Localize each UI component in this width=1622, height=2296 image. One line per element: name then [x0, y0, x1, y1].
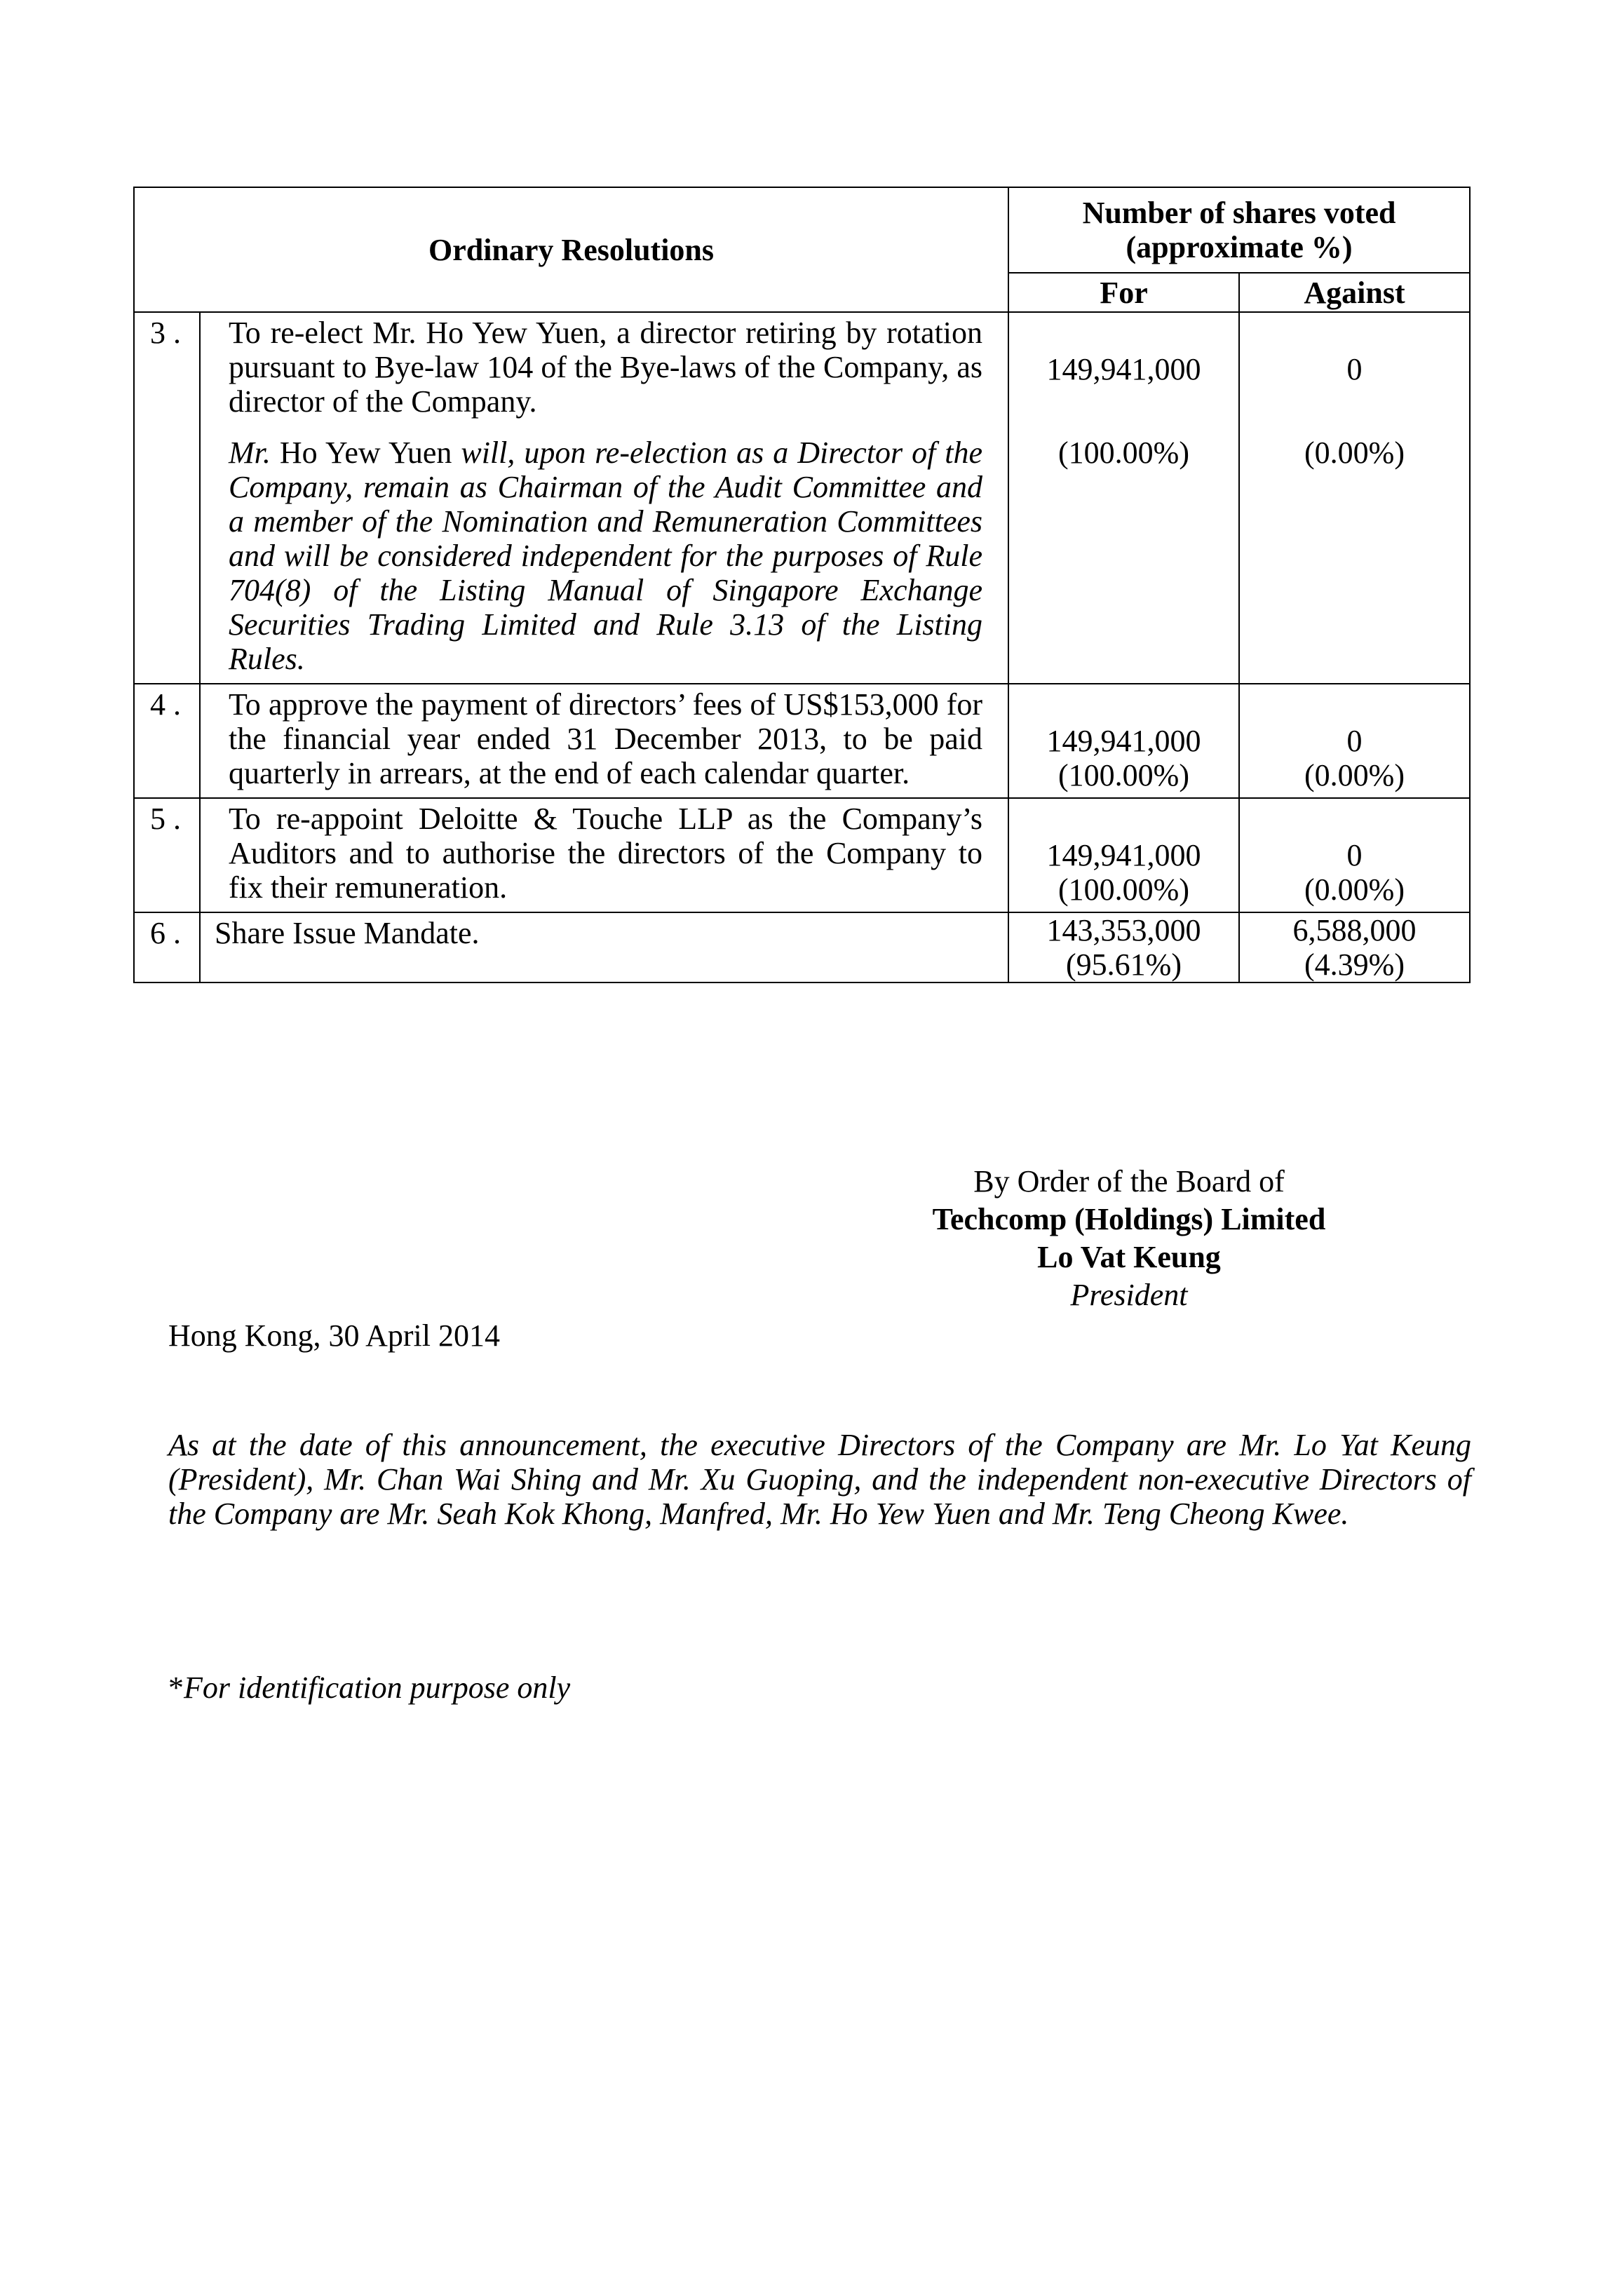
- for-cell: [1008, 312, 1239, 684]
- resolution-number: 6 .: [134, 912, 200, 982]
- resolution-text: To re-appoint Deloitte & Touche LLP as the Company’s Auditors and to authorise the directors of the Company to fix their remuneration.: [229, 802, 983, 905]
- for-count: 149,941,000: [1046, 724, 1201, 758]
- for-percent: (100.00%): [1058, 758, 1189, 792]
- header-for: For: [1008, 273, 1239, 312]
- resolution-note: [229, 435, 982, 676]
- against-percent: (4.39%): [1304, 947, 1405, 982]
- resolution-note-name: Ho Yew Yuen: [270, 435, 461, 470]
- resolution-note-prefix: Mr.: [229, 435, 271, 470]
- against-cell: [1239, 684, 1470, 798]
- against-count: 0: [1346, 352, 1363, 386]
- against-count: 0: [1346, 838, 1363, 872]
- directors-note: As at the date of this announcement, the executive Directors of the Company are Mr. Lo Yat Keung (President), Mr. Chan Wai Shing and Mr. Xu Guoping, and the independent non-executive Directors of the Company are Mr. Seah Kok Khong, Manfred, Mr. Ho Yew Yuen and Mr. Teng Cheong Kwee.: [168, 1428, 1471, 1531]
- header-ordinary-resolutions: Ordinary Resolutions: [134, 187, 1008, 312]
- identification-text: For identification purpose only: [184, 1670, 571, 1705]
- for-percent: (95.61%): [1066, 947, 1182, 982]
- for-cell: [1008, 684, 1239, 798]
- signature-company: Techcomp (Holdings) Limited: [932, 1202, 1326, 1236]
- header-votes: [1008, 187, 1470, 273]
- header-votes-line1: Number of shares voted: [1082, 196, 1396, 230]
- resolution-text-cell: [200, 684, 1008, 798]
- resolution-text: To approve the payment of directors’ fees of US$153,000 for the financial year ended 31 December 2013, to be paid quarterly in arrears, at the end of each calendar quarter.: [229, 687, 983, 790]
- resolution-text: Share Issue Mandate.: [215, 916, 480, 950]
- for-count: 149,941,000: [1046, 838, 1201, 872]
- resolution-text: To re-elect Mr. Ho Yew Yuen, a director retiring by rotation pursuant to Bye-law 104 of the Bye-laws of the Company, as director of the Company.: [229, 316, 983, 419]
- signature-name: Lo Vat Keung: [1037, 1240, 1221, 1274]
- resolution-number: 4 .: [134, 684, 200, 798]
- for-percent: (100.00%): [1058, 435, 1189, 470]
- for-cell: [1008, 912, 1239, 982]
- against-percent: (0.00%): [1304, 758, 1405, 792]
- resolution-note-rest: will, upon re-election as a Director of the Company, remain as Chairman of the Audit Committee and a member of the Nomination and Remuneration Committees and will be considered independent for the purposes of Rule 704(8) of the Listing Manual of Singapore Exchange Securities Trading Limited and Rule 3.13 of the Listing Rules.: [229, 435, 983, 676]
- against-percent: (0.00%): [1304, 872, 1405, 907]
- against-cell: [1239, 312, 1470, 684]
- for-count: 143,353,000: [1046, 913, 1201, 947]
- table-row: [134, 312, 1470, 684]
- resolution-number: 3 .: [134, 312, 200, 684]
- identification-asterisk: *: [168, 1670, 184, 1705]
- against-count: 0: [1346, 724, 1363, 758]
- signature-title: President: [1070, 1278, 1188, 1312]
- table-header-row: [134, 187, 1470, 273]
- header-against: Against: [1239, 273, 1470, 312]
- resolution-number: 5 .: [134, 798, 200, 912]
- header-votes-line2: (approximate %): [1126, 230, 1353, 264]
- against-count: 6,588,000: [1292, 913, 1417, 947]
- place-date: Hong Kong, 30 April 2014: [168, 1318, 500, 1353]
- for-count: 149,941,000: [1046, 352, 1201, 386]
- signature-by-order: By Order of the Board of: [973, 1164, 1285, 1198]
- table-row: [134, 912, 1470, 982]
- against-cell: [1239, 912, 1470, 982]
- resolution-text-cell: [200, 798, 1008, 912]
- against-percent: (0.00%): [1304, 435, 1405, 470]
- table-row: [134, 684, 1470, 798]
- identification-note: [168, 1670, 570, 1705]
- table-row: [134, 798, 1470, 912]
- for-cell: [1008, 798, 1239, 912]
- resolutions-table: [133, 187, 1471, 983]
- against-cell: [1239, 798, 1470, 912]
- for-percent: (100.00%): [1058, 872, 1189, 907]
- resolution-text-cell: [200, 312, 1008, 684]
- resolution-text-cell: [200, 912, 1008, 982]
